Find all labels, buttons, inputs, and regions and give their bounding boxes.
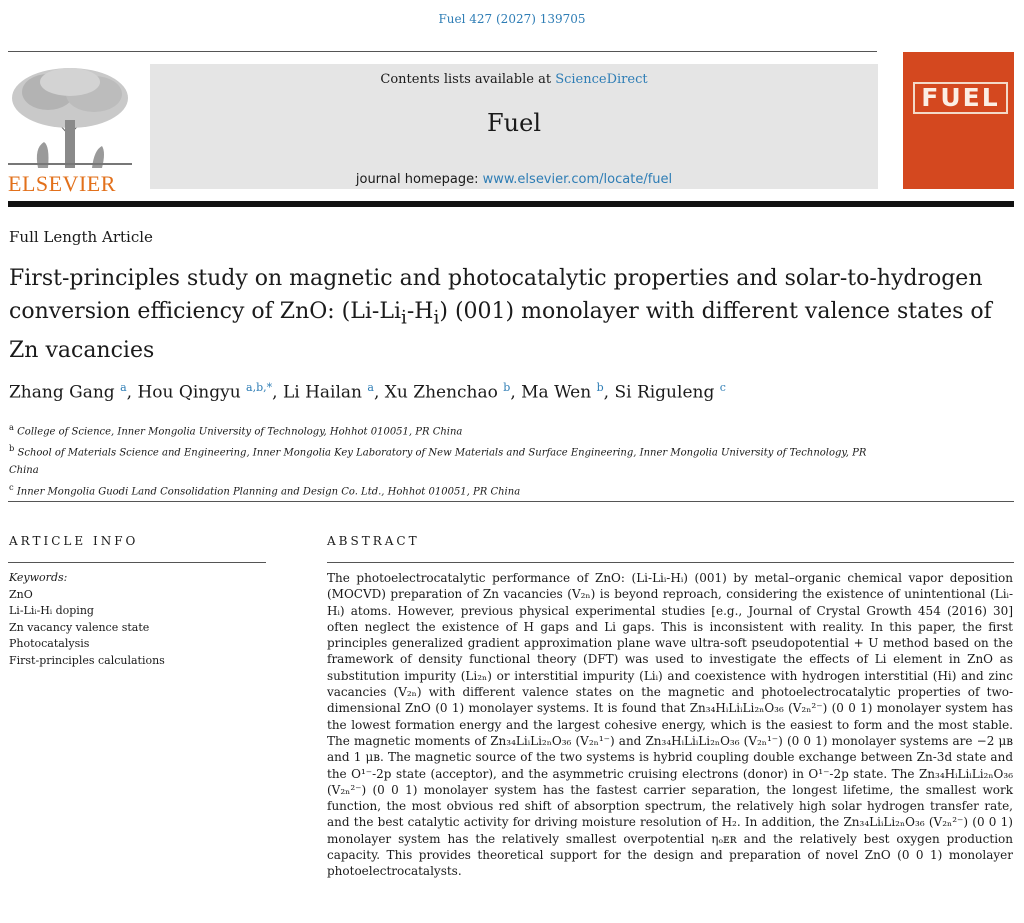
title-subscript: i <box>401 307 407 329</box>
author-name[interactable]: Si Riguleng <box>614 382 715 403</box>
author-name[interactable]: Ma Wen <box>521 382 592 403</box>
article-title <box>9 262 1009 367</box>
keyword-item: ZnO <box>9 587 33 601</box>
keyword-item: First-principles calculations <box>9 653 165 667</box>
abstract-rule <box>327 562 1014 563</box>
homepage-link[interactable]: www.elsevier.com/locate/fuel <box>482 172 673 187</box>
elsevier-logo[interactable] <box>8 64 144 196</box>
cover-title: FUEL <box>913 82 1008 114</box>
keywords-block <box>9 570 165 669</box>
affiliation-link[interactable]: b <box>503 381 511 394</box>
header-bottom-rule <box>8 201 1014 207</box>
publisher-logo-text: ELSEVIER <box>8 171 116 196</box>
sciencedirect-link[interactable]: ScienceDirect <box>555 72 648 87</box>
title-part: -H <box>406 299 434 324</box>
contents-line <box>150 72 878 87</box>
homepage-line <box>150 172 878 187</box>
abstract-heading: ABSTRACT <box>327 534 420 548</box>
article-info-heading: ARTICLE INFO <box>9 534 139 548</box>
author-name[interactable]: Hou Qingyu <box>137 382 241 403</box>
affiliation-link[interactable]: c <box>719 381 726 394</box>
keywords-label: Keywords: <box>9 571 68 584</box>
affiliations <box>9 419 889 500</box>
author-name[interactable]: Zhang Gang <box>9 382 115 403</box>
affiliation-item: $^c$ Inner Mongolia Guodi Land Consolidation Planning and Design Co. Ltd., Hohhot 010051, PR China <box>9 481 521 497</box>
abstract-text: The photoelectrocatalytic performance of ZnO: (Li-Liᵢ-Hᵢ) (001) by metal–organic chemical vapor deposition (MOCVD) preparation of Zn vacancies (V₂ₙ) is beyond reproach, considering the existence of unintentional (Liᵢ-Hᵢ) atoms. However, previous physical experimental studies [e.g., Journal of Crystal Growth 454 (2016) 30] often neglect the existence of H gaps and Li gaps. This is inconsistent with reality. In this paper, the first principles generalized gradient approximation plane wave ultra-soft pseudopotential + U method based on the framework of density functional theory (DFT) was used to investigate the effects of Li element in ZnO as substitution impurity (Li₂ₙ) or interstitial impurity (Liᵢ) and coexistence with hydrogen interstitial (Hi) and zinc vacancies (V₂ₙ) with different valence states on the magnetic and photoelectrocatalytic properties of two-dimensional ZnO (0 1) monolayer systems. It is found that Zn₃₄HᵢLiᵢLi₂ₙO₃₆ (V₂ₙ²⁻) (0 0 1) monolayer system has the lowest formation energy and the largest cohesive energy, which is the easiest to form and the most stable. The magnetic moments of Zn₃₄LiᵢLi₂ₙO₃₆ (V₂ₙ¹⁻) and Zn₃₄HᵢLiᵢLi₂ₙO₃₆ (V₂ₙ¹⁻) (0 0 1) monolayer systems are −2 μʙ and 1 μʙ. The magnetic source of the two systems is hybrid coupling double exchange between Zn-3d state and the O¹⁻-2p state (acceptor), and the asymmetric cruising electrons (donor) in O¹⁻-2p state. The Zn₃₄HᵢLiᵢLi₂ₙO₃₆ (V₂ₙ²⁻) (0 0 1) monolayer system has the fastest carrier separation, the longest lifetime, the smallest work function, the most obvious red shift of absorption spectrum, the relatively high solar hydrogen transfer rate, and the best catalytic activity for driving moisture resolution of H₂. In addition, the Zn₃₄LiᵢLi₂ₙO₃₆ (V₂ₙ²⁻) (0 0 1) monolayer system has the relatively smallest overpotential ηₒᴇʀ and the relatively best oxygen production capacity. This provides theoretical support for the design and preparation of novel ZnO (0 0 1) monolayer photoelectrocatalysts. <box>327 571 1013 879</box>
title-part: ) (001) monolayer with different valence states of Zn vacancies <box>9 299 992 364</box>
affiliation-item: $^b$ School of Materials Science and Engineering, Inner Mongolia Key Laboratory of New Materials and Surface Engineering, Inner Mongolia University of Technology, PR China <box>9 443 867 476</box>
article-info-rule <box>8 562 266 563</box>
journal-banner <box>150 64 878 189</box>
title-subscript: i <box>433 307 440 329</box>
affiliation-link[interactable]: b <box>596 381 604 394</box>
title-part: First-principles study on magnetic and photocatalytic properties and solar-to-hydrogen conversion efficiency of ZnO: (Li-Li <box>9 266 983 324</box>
author-name[interactable]: Xu Zhenchao <box>384 382 498 403</box>
keyword-item: Photocatalysis <box>9 637 90 650</box>
affiliation-link[interactable]: a <box>120 381 127 394</box>
journal-name: Fuel <box>487 109 541 137</box>
keyword-item: Li-Liᵢ-Hᵢ doping <box>9 604 94 617</box>
affiliation-link[interactable]: a <box>367 381 374 394</box>
affiliation-link[interactable]: a,b,* <box>246 381 273 394</box>
author-name[interactable]: Li Hailan <box>282 382 363 403</box>
header-rule <box>8 51 877 52</box>
author-list: Zhang Gang $^a$, Hou Qingyu $^{a,b,*}$, Li Hailan $^a$, Xu Zhenchao $^b$, Ma Wen $^b$, Si Riguleng $^c$ <box>9 381 726 403</box>
article-type: Full Length Article <box>9 228 153 246</box>
section-rule <box>8 501 1014 502</box>
homepage-prefix: journal homepage: <box>355 172 483 187</box>
contents-prefix: Contents lists available at <box>380 72 556 87</box>
journal-citation[interactable]: Fuel 427 (2027) 139705 <box>438 12 586 26</box>
affiliation-item: $^a$ College of Science, Inner Mongolia University of Technology, Hohhot 010051, PR China <box>9 422 463 438</box>
journal-cover[interactable] <box>903 52 1014 189</box>
tree-icon <box>8 64 132 168</box>
keyword-item: Zn vacancy valence state <box>9 620 150 634</box>
